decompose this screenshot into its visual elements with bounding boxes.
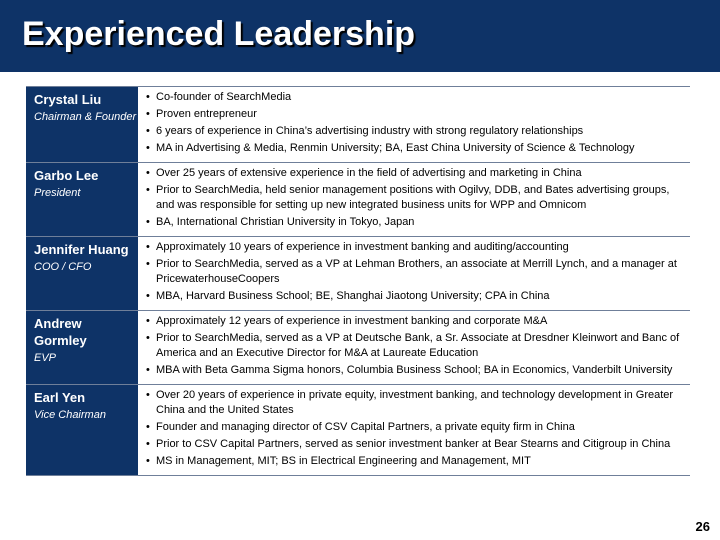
bio-bullet: • MBA with Beta Gamma Sigma honors, Columbia Business School; BA in Economics, Vanderbilt University [146, 363, 690, 378]
leader-name: Crystal Liu [34, 92, 102, 107]
bio-bullet: • MBA, Harvard Business School; BE, Shanghai Jiaotong University; CPA in China [146, 289, 690, 304]
bio-bullet-list [138, 385, 690, 475]
leader-role: COO / CFO [34, 261, 92, 273]
bio-bullet: • 6 years of experience in China’s advertising industry with strong regulatory relationships [146, 124, 690, 139]
leader-row-andrew-gormley [26, 310, 690, 384]
bio-bullet: • Founder and managing director of CSV Capital Partners, a private equity firm in China [146, 420, 690, 435]
bio-bullet: • MA in Advertising & Media, Renmin University; BA, East China University of Science & Technology [146, 141, 690, 156]
bio-bullet: • Approximately 12 years of experience in investment banking and corporate M&A [146, 314, 690, 329]
bio-bullet: • Over 20 years of experience in private equity, investment banking, and technology development in Greater China and the United States [146, 388, 690, 418]
name-cell [26, 237, 138, 310]
leader-name: Earl Yen [34, 390, 86, 405]
leader-name: Garbo Lee [34, 168, 99, 183]
name-cell [26, 87, 138, 162]
bio-bullet-list [138, 237, 690, 310]
leadership-table [26, 86, 690, 476]
bio-bullet: • Prior to SearchMedia, held senior management positions with Ogilvy, DDB, and Bates advertising groups, and was responsible for setting up new integrated business units for WPP and Omnicom [146, 183, 690, 213]
leader-row-garbo-lee [26, 162, 690, 236]
bio-bullet-list [138, 87, 690, 162]
bio-bullet-list [138, 163, 690, 236]
leader-name: Andrew Gormley [34, 316, 87, 348]
bio-bullet: • Prior to SearchMedia, served as a VP at Lehman Brothers, an associate at Merrill Lynch, and a manager at PricewaterhouseCoopers [146, 257, 690, 287]
page-number: 26 [695, 519, 710, 534]
leader-role: Vice Chairman [34, 409, 106, 421]
header-band [0, 0, 720, 72]
leader-row-jennifer-huang [26, 236, 690, 310]
bio-bullet: • Approximately 10 years of experience in investment banking and auditing/accounting [146, 240, 690, 255]
leader-role: President [34, 187, 81, 199]
bio-bullet: • Proven entrepreneur [146, 107, 690, 122]
slide-title: Experienced Leadership [22, 15, 416, 53]
leader-role: Chairman & Founder [34, 111, 137, 123]
bio-bullet-list [138, 311, 690, 384]
leader-row-earl-yen [26, 384, 690, 476]
name-cell [26, 163, 138, 236]
leader-role: EVP [34, 352, 57, 364]
bio-bullet: • Prior to CSV Capital Partners, served as senior investment banker at Bear Stearns and Citigroup in China [146, 437, 690, 452]
bio-bullet: • MS in Management, MIT; BS in Electrical Engineering and Management, MIT [146, 454, 690, 469]
name-cell [26, 311, 138, 384]
leader-row-crystal-liu [26, 86, 690, 162]
bio-bullet: • Over 25 years of extensive experience in the field of advertising and marketing in China [146, 166, 690, 181]
name-cell [26, 385, 138, 475]
bio-bullet: • Prior to SearchMedia, served as a VP at Deutsche Bank, a Sr. Associate at Dresdner Kleinwort and Banc of America and an Executive Director for M&A at Laureate Education [146, 331, 690, 361]
bio-bullet: • Co-founder of SearchMedia [146, 90, 690, 105]
leader-name: Jennifer Huang [34, 242, 129, 257]
bio-bullet: • BA, International Christian University in Tokyo, Japan [146, 215, 690, 230]
